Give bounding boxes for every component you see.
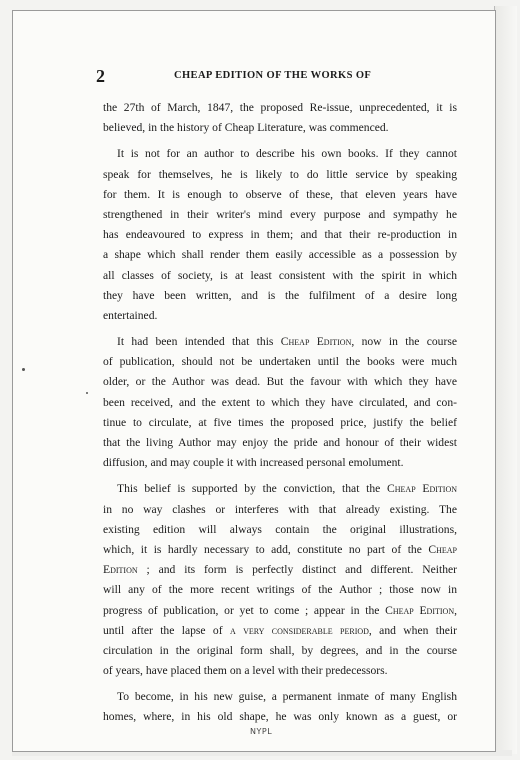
text-line: in no way clashes or interferes with that already existing. The (103, 502, 457, 516)
text-line: It had been intended that this Cheap Edition, now in the course (117, 335, 457, 349)
body-text (103, 98, 457, 728)
text-line: older, or the Author was dead. But the favour with which they have (103, 375, 457, 389)
text-line: of years, have placed them on a level with their predecessors. (103, 664, 388, 678)
library-mark: NYPL (250, 727, 273, 736)
text-line: To become, in his new guise, a permanent inmate of many English (117, 690, 457, 704)
scan-speck (86, 392, 88, 394)
text-line: progress of publication, or yet to come ; appear in the Cheap Edition, (103, 603, 457, 617)
text-line: strengthened in their writer's mind every purpose and sympathy he (103, 207, 457, 221)
paragraph-5 (103, 687, 457, 727)
text-line: which, it is hardly necessary to add, constitute no part of the Cheap (103, 542, 457, 556)
page-header (88, 66, 460, 86)
text-line: that the living Author may enjoy the pride and honour of their widest (103, 436, 457, 449)
paragraph-1 (103, 98, 457, 138)
text-line: for them. It is enough to observe of these, that eleven years have (103, 187, 457, 201)
text-line: existing edition will always contain the original illustrations, (103, 522, 457, 536)
text-line: speak for themselves, he is likely to do little service by speaking (103, 167, 457, 181)
text-line: been received, and the extent to which they have circulated, and con- (103, 395, 457, 409)
text-line: It is not for an author to describe his own books. If they cannot (117, 147, 457, 161)
text-line: a shape which shall render them easily accessible as a possession by (103, 248, 457, 262)
text-line: has endeavoured to express in them; and that their re-production in (103, 228, 457, 242)
text-line: they have been written, and is the fulfilment of a desire long (103, 288, 457, 302)
text-line: the 27th of March, 1847, the proposed Re-issue, unprecedented, it is (103, 101, 457, 114)
text-line: entertained. (103, 308, 158, 322)
scan-speck (22, 368, 25, 371)
text-line: This belief is supported by the conviction, that the Cheap Edition (117, 482, 457, 496)
text-line: Edition ; and its form is perfectly distinct and different. Neither (103, 563, 457, 577)
running-head: CHEAP EDITION OF THE WORKS OF (174, 70, 372, 81)
text-line: tinue to circulate, at five times the proposed price, justify the belief (103, 415, 457, 429)
text-line: of publication, should not be undertaken until the books were much (103, 355, 457, 369)
page-number: 2 (96, 66, 105, 86)
page-edge-right (494, 6, 517, 754)
paragraph-3 (103, 332, 457, 473)
paragraph-2 (103, 144, 457, 326)
text-line: will any of the more recent writings of the Author ; those now in (103, 583, 457, 597)
text-line: circulation in the original form shall, by degrees, and in the course (103, 643, 457, 657)
text-line: diffusion, and may couple it with increased personal emolument. (103, 456, 404, 470)
text-line: homes, where, in his old shape, he was only known as a guest, or (103, 710, 457, 724)
text-line: believed, in the history of Cheap Literature, was commenced. (103, 121, 389, 135)
text-line: all classes of society, is at least consistent with the spirit in which (103, 268, 457, 282)
text-line: until after the lapse of a very considerable period, and when their (103, 623, 457, 637)
paragraph-4 (103, 479, 457, 681)
